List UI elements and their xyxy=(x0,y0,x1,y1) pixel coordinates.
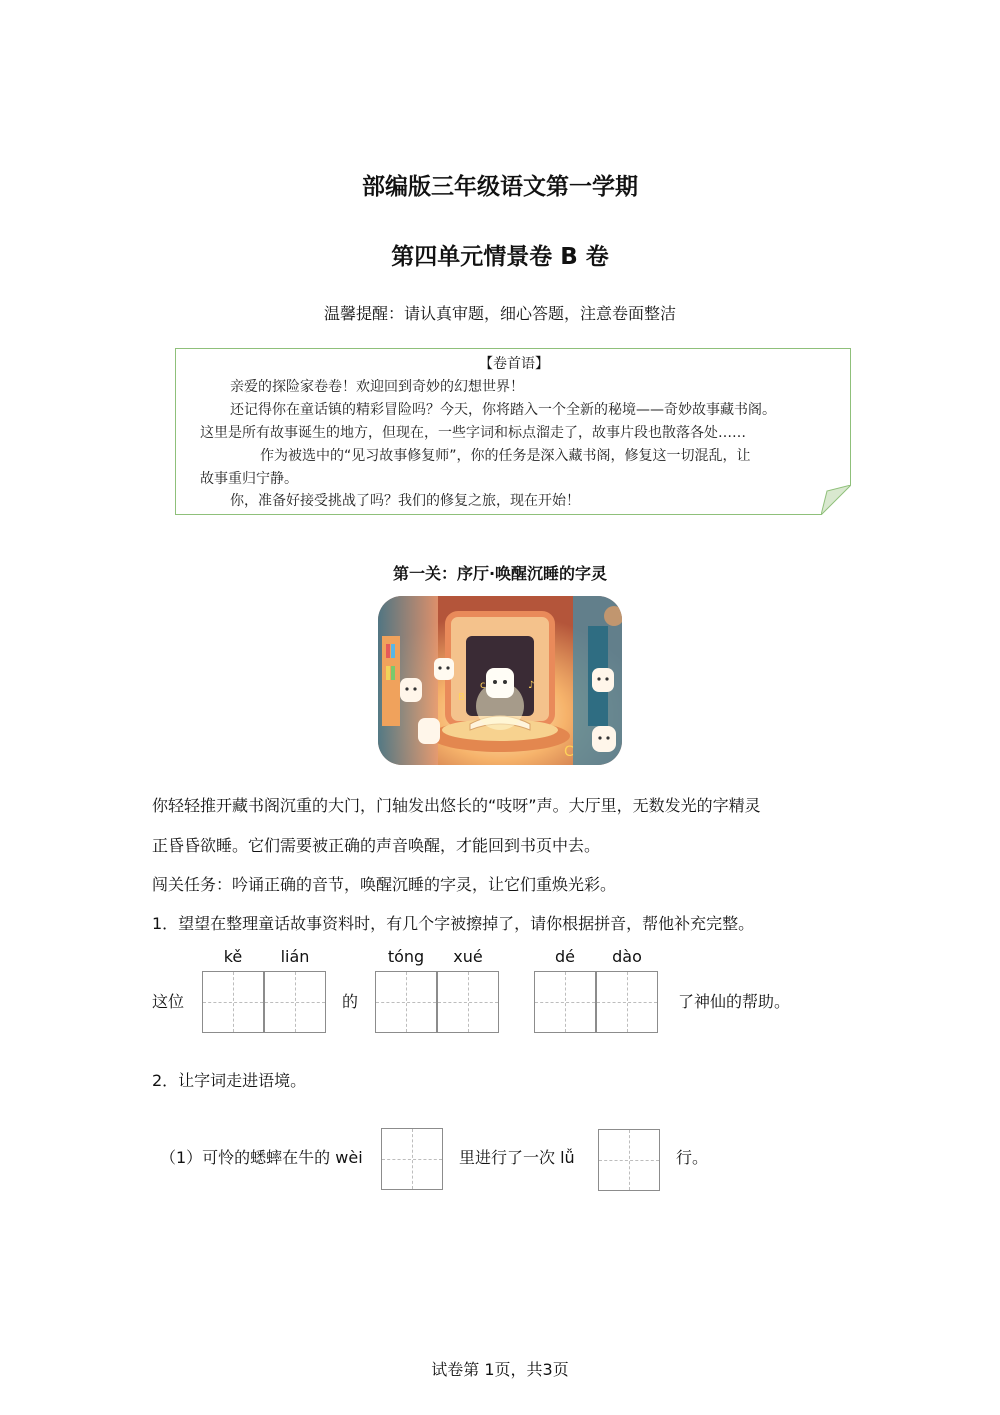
sentence-part: 了神仙的帮助。 xyxy=(678,992,791,1011)
answer-box[interactable] xyxy=(202,971,264,1033)
paper-title: 部编版三年级语文第一学期 xyxy=(362,174,638,200)
question-1-prompt: 1．望望在整理童话故事资料时，有几个字被擦掉了，请你根据拼音，帮他补充完整。 xyxy=(152,914,755,933)
preface-line: 这里是所有故事诞生的地方，但现在，一些字词和标点溜走了，故事片段也散落各处…… xyxy=(200,425,746,441)
pinyin-label: xué xyxy=(453,947,483,966)
pinyin-label: kě xyxy=(223,947,243,966)
svg-text:♪: ♪ xyxy=(528,680,535,691)
pinyin-label: dào xyxy=(612,947,642,966)
svg-text:c: c xyxy=(480,680,486,691)
preface-line: 你，准备好接受挑战了吗？我们的修复之旅，现在开始！ xyxy=(230,493,580,509)
intro-text: 你轻轻推开藏书阁沉重的大门，门轴发出悠长的“吱呀”声。大厅里，无数发光的字精灵 xyxy=(152,796,761,815)
answer-box[interactable] xyxy=(534,971,596,1033)
level-title: 第一关：序厅·唤醒沉睡的字灵 xyxy=(392,564,608,583)
pinyin-label: lián xyxy=(280,947,310,966)
answer-box[interactable] xyxy=(381,1128,443,1190)
svg-text:B: B xyxy=(458,692,465,703)
pinyin-label: dé xyxy=(555,947,575,966)
sentence-part: 的 xyxy=(342,992,359,1011)
answer-box[interactable] xyxy=(598,1129,660,1191)
task-text: 闯关任务：吟诵正确的音节，唤醒沉睡的字灵，让它们重焕光彩。 xyxy=(152,875,617,894)
preface-line: 作为被选中的“见习故事修复师”，你的任务是深入藏书阁，修复这一切混乱，让 xyxy=(260,448,751,464)
preface-line: 亲爱的探险家卷卷！欢迎回到奇妙的幻想世界！ xyxy=(230,379,524,395)
preface-title: 【卷首语】 xyxy=(479,356,549,372)
svg-text:C: C xyxy=(564,744,574,760)
reminder-text: 温馨提醒：请认真审题，细心答题，注意卷面整洁 xyxy=(323,304,676,323)
preface-line: 故事重归宁静。 xyxy=(200,471,298,487)
paper-subtitle: 第四单元情景卷 B 卷 xyxy=(391,244,609,270)
pinyin-label: tóng xyxy=(387,947,425,966)
answer-box[interactable] xyxy=(596,971,658,1033)
sentence-part: 行。 xyxy=(676,1148,709,1167)
answer-box[interactable] xyxy=(437,971,499,1033)
page-fold-icon xyxy=(821,485,851,515)
answer-box[interactable] xyxy=(264,971,326,1033)
page-number: 试卷第 1页，共3页 xyxy=(431,1360,569,1379)
preface-line: 还记得你在童话镇的精彩冒险吗？今天，你将踏入一个全新的秘境——奇妙故事藏书阁。 xyxy=(230,402,776,418)
question-2-prompt: 2．让字词走进语境。 xyxy=(152,1071,307,1090)
intro-text: 正昏昏欲睡。它们需要被正确的声音唤醒，才能回到书页中去。 xyxy=(152,836,601,855)
sentence-part: （1）可怜的蟋蟀在牛的 wèi xyxy=(160,1148,363,1167)
preface-box xyxy=(175,348,851,515)
sentence-part: 这位 xyxy=(152,992,185,1011)
library-scene-image xyxy=(378,596,622,765)
answer-box[interactable] xyxy=(375,971,437,1033)
sentence-part: 里进行了一次 lǚ xyxy=(459,1148,575,1167)
